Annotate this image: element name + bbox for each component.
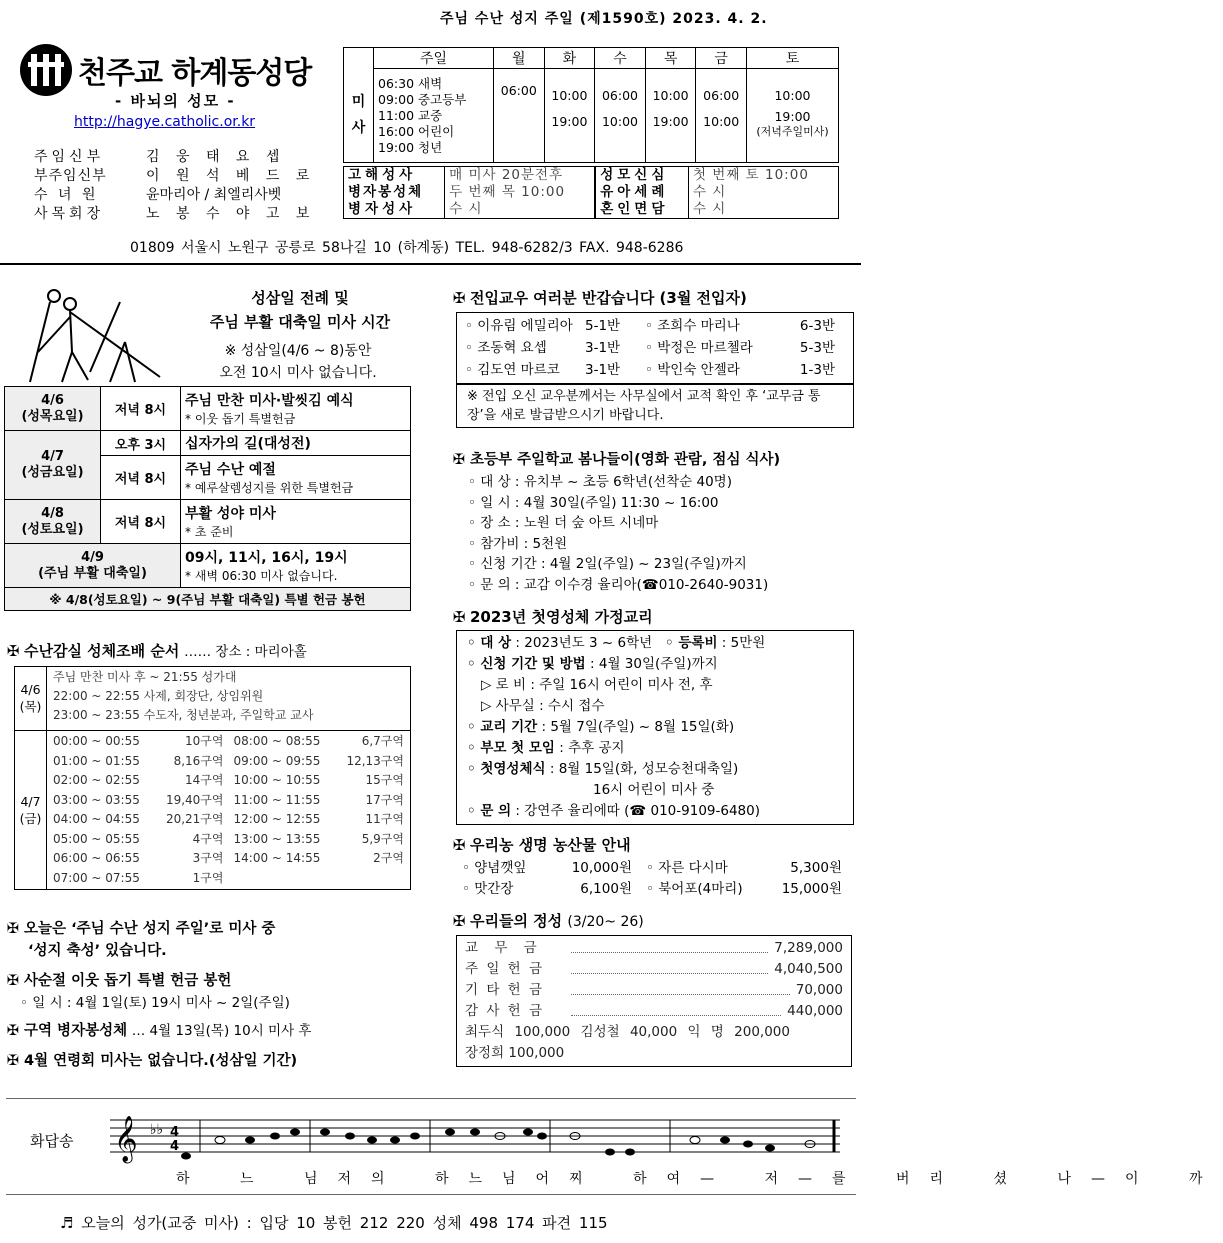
teachers-note: ※ 전입 오신 교우분께서는 사무실에서 교적 확인 후 ‘교무금 통장’을 새로 발급받으시기 바랍니다. <box>456 384 854 428</box>
holyweek-table <box>4 386 411 611</box>
hw-time: 오후 3시 <box>101 431 181 456</box>
offering-title: ✠ 우리들의 정성 (3/20~ 26) <box>452 912 644 930</box>
cross-mark-icon: ✠ <box>452 452 466 468</box>
adoration-lines: 주님 만찬 미사 후 ~ 21:55 성가대 22:00 ~ 22:55 사제, 회장단, 상임위원 23:00 ~ 23:55 수도자, 청년분과, 주일학교 교사 <box>53 670 314 722</box>
hw-day: 4/6 (성목요일) <box>5 387 101 431</box>
notice-item: ✠ 사순절 이웃 돕기 특별 헌금 봉헌 <box>6 970 411 992</box>
hw-content: 부활 성야 미사 * 초 준비 <box>181 500 411 544</box>
hw-footnote: ※ 4/8(성토요일) ~ 9(주님 부활 대축일) 특별 헌금 봉헌 <box>5 588 411 611</box>
cross-mark-icon: ✠ <box>6 642 20 660</box>
mass-schedule-table <box>343 47 839 163</box>
hw-content: 주님 만찬 미사·발씻김 예식 * 이웃 돕기 특별헌금 <box>181 387 411 431</box>
hw-content: 십자가의 길(대성전) <box>181 431 411 456</box>
hw-content: 주님 수난 예절 * 예루살렘성지를 위한 특별헌금 <box>181 456 411 500</box>
staff-role: 사목회장 <box>34 206 105 222</box>
adoration-day: 4/6 (목) <box>15 667 47 730</box>
tuesday-times: 10:00 19:00 <box>544 69 595 163</box>
day-wednesday: 수 <box>595 48 646 69</box>
cross-mark-icon: ✠ <box>6 1053 20 1069</box>
offering-row: 주 일 헌 금 4,040,500 <box>465 961 843 977</box>
offering-row: 기 타 헌 금 70,000 <box>465 982 843 998</box>
cross-bearing-illustration-icon <box>10 282 180 386</box>
svg-text:4: 4 <box>170 1139 180 1154</box>
sacrament-key: 성모신심 <box>595 167 688 185</box>
picnic-details: ◦ 대 상 : 유치부 ~ 초등 6학년(선착순 40명) ◦ 일 시 : 4월 30일(주일) 11:30 ~ 16:00 ◦ 장 소 : 노원 더 숲 아트 시네마 ◦ 참가비 : 5천원 ◦ 신청 기간 : 4월 2일(주일) ~ 23일(주일)까지 ◦ 문 의 : 교감 이수경 율리아(☎010-2640-9031) <box>468 474 769 593</box>
psalm-lyrics: 하 느 님저의 하느님어찌 하여— 저—를 버리 셨 나—이 까 <box>176 1171 1223 1187</box>
offering-row: 감 사 헌 금 440,000 <box>465 1003 843 1019</box>
offering-extra: 장정희 100,000 <box>465 1045 565 1061</box>
cross-mark-icon: ✠ <box>452 289 466 307</box>
day-monday: 월 <box>494 48 545 69</box>
day-friday: 금 <box>696 48 747 69</box>
teachers-grid: ◦ 이유림 에밀리아 5-1반 ◦ 조희수 마리나 6-3반 ◦ 조동혁 요셉 3-1반 ◦ 박정은 마르첼라 5-3반 ◦ 김도연 마르코 3-1반 ◦ 박인숙 안젤라 1-3반 <box>465 318 835 378</box>
parish-address: 01809 서울시 노원구 공릉로 58나길 10 (하계동) TEL. 948-6282/3 FAX. 948-6286 <box>130 240 684 256</box>
cross-logo-icon <box>20 44 72 96</box>
divider <box>0 263 861 265</box>
divider <box>6 1098 856 1099</box>
sacrament-value: 수 시 <box>445 201 596 219</box>
communion-box: ◦ 대 상 : 2023년도 3 ~ 6학년 ◦ 등록비 : 5만원 ◦ 신청 기간 및 방법 : 4월 30일(주일)까지 ▷ 로 비 : 주일 16시 어린이 미사 전, 후 ▷ 사무실 : 수시 접수 ◦ 교리 기간 : 5월 7일(주일) ~ 8월 15일(화) ◦ 부모 첫 모임 : 추후 공지 ◦ 첫영성체식 : 8월 15일(화, 성모승천대축일) 16시 어린이 미사 중 ◦ 문 의 : 강연주 율리에따 (☎ 010-9109-6480) <box>456 630 854 825</box>
staff-role: 부주임신부 <box>34 168 107 184</box>
hw-time: 저녁 8시 <box>101 456 181 500</box>
mass-label: 미 사 <box>344 69 374 163</box>
cross-mark-icon: ✠ <box>452 608 466 626</box>
sacrament-value: 매 미사 20분전후 <box>445 167 596 185</box>
bulletin-date: 주님 수난 성지 주일 (제1590호) 2023. 4. 2. <box>440 11 768 27</box>
communion-title: ✠ 2023년 첫영성체 가정교리 <box>452 608 653 626</box>
offering-extra: 최두식 100,000 김성철 40,000 익 명 200,000 <box>465 1024 790 1040</box>
picnic-title: ✠ 초등부 주일학교 봄나들이(영화 관람, 점심 식사) <box>452 452 781 468</box>
hw-time: 저녁 8시 <box>101 500 181 544</box>
staff-role: 수 녀 원 <box>34 187 99 203</box>
cross-mark-icon: ✠ <box>6 921 20 937</box>
sacrament-key: 병자성사 <box>348 201 417 217</box>
sacrament-key: 병자봉성체 <box>348 184 424 200</box>
adoration-day: 4/7 (금) <box>15 731 47 889</box>
farm-title: ✠ 우리농 생명 농산물 안내 <box>452 836 631 854</box>
svg-text:4: 4 <box>170 1125 180 1140</box>
monday-times: 06:00 <box>494 69 545 163</box>
offering-row: 교 무 금 7,289,000 <box>465 940 843 956</box>
notice-item: ✠ 4월 연령회 미사는 없습니다.(성삼일 기간) <box>6 1050 411 1072</box>
holyweek-note: ※ 성삼일(4/6 ~ 8)동안 오전 10시 미사 없습니다. <box>219 343 377 381</box>
svg-text:𝄞: 𝄞 <box>114 1116 138 1162</box>
staff-name: 윤마리아 / 최엘리사벳 <box>146 187 282 203</box>
hw-day: 4/9 (주님 부활 대축일) <box>5 544 181 588</box>
svg-text:♭♭: ♭♭ <box>150 1122 164 1138</box>
thursday-times: 10:00 19:00 <box>645 69 696 163</box>
sacrament-key: 유아세례 <box>595 184 688 201</box>
notice-line: ◦ 일 시 : 4월 1일(토) 19시 미사 ~ 2일(주일) <box>20 995 290 1011</box>
psalm-label: 화답송 <box>30 1132 74 1150</box>
sacrament-value: 수 시 <box>688 201 838 219</box>
staff-name: 이 원 석 베 드 로 <box>146 168 316 184</box>
parish-url-link[interactable]: http://hagye.catholic.or.kr <box>74 114 256 130</box>
day-tuesday: 화 <box>544 48 595 69</box>
adoration-title: ✠ 수난감실 성체조배 순서 …… 장소 : 마리아홀 <box>6 642 307 660</box>
friday-times: 06:00 10:00 <box>696 69 747 163</box>
cross-mark-icon: ✠ <box>6 973 20 989</box>
psalm-music-staff <box>110 1112 840 1164</box>
notice-line: ‘성지 축성’ 있습니다. <box>28 943 167 959</box>
parish-motto: - 바뇌의 성모 - <box>115 92 236 110</box>
hymn-numbers: ♬ 오늘의 성가(교중 미사) : 입당 10 봉헌 212 220 성체 498 174 파견 115 <box>60 1214 608 1232</box>
offering-box <box>456 935 852 1067</box>
cross-mark-icon: ✠ <box>452 912 466 930</box>
cross-mark-icon: ✠ <box>6 1023 20 1039</box>
teachers-box <box>456 312 854 384</box>
saturday-times: 10:00 19:00 (저녁주일미사) <box>747 69 839 163</box>
day-sunday: 주일 <box>374 48 494 69</box>
hw-day: 4/7 (성금요일) <box>5 431 101 500</box>
teachers-title: ✠ 전입교우 여러분 반갑습니다 (3월 전입자) <box>452 289 747 307</box>
notice-item: ✠ 오늘은 ‘주님 수난 성지 주일’로 미사 중 <box>6 918 411 940</box>
sacraments-table <box>343 166 839 219</box>
farm-items: ◦ 양념깻잎 10,000원 ◦ 자른 다시마 5,300원 ◦ 맛간장 6,100원 ◦ 북어포(4마리) 15,000원 <box>462 860 842 897</box>
adoration-grid: 00:00 ~ 00:55 10구역 08:00 ~ 08:55 6,7구역 01:00 ~ 01:55 8,16구역 09:00 ~ 09:55 12,13구역 02:00 ~ 02:55 14구역 10:00 ~ 10:55 15구역 03:00 ~ 03:55 19,40구역 11:00 ~ 11:55 17구역 04:00 ~ 04:55 20,21구역 12:00 ~ 12:55 11구역 05:00 ~ 05:55 4구역 13:00 ~ 13:55 5,9구역 06:00 ~ 06:55 3구역 14:00 ~ 14:55 2구역 07:00 ~ 07:55 1구역 <box>53 734 404 885</box>
sacrament-key: 고해성사 <box>348 167 417 183</box>
wednesday-times: 06:00 10:00 <box>595 69 646 163</box>
notice-item: ✠ 구역 병자봉성체 … 4월 13일(목) 10시 미사 후 <box>6 1020 411 1042</box>
cross-mark-icon: ✠ <box>452 836 466 854</box>
sunday-times: 06:30 새벽 09:00 중고등부 11:00 교중 16:00 어린이 19:00 청년 <box>374 69 494 163</box>
notices <box>6 918 411 1072</box>
hw-content: 09시, 11시, 16시, 19시 * 새벽 06:30 미사 없습니다. <box>181 544 411 588</box>
staff-role: 주임신부 <box>34 149 105 165</box>
sacrament-value: 첫 번째 토 10:00 <box>688 167 838 185</box>
staff-name: 노 봉 수 야 고 보 <box>146 206 316 222</box>
hw-time: 저녁 8시 <box>101 387 181 431</box>
staff-name: 김 웅 태 요 셉 <box>146 149 286 165</box>
day-thursday: 목 <box>645 48 696 69</box>
sacrament-key: 혼인면담 <box>595 201 688 219</box>
sacrament-value: 두 번째 목 10:00 <box>445 184 596 201</box>
staff-list <box>34 148 315 224</box>
parish-name: 천주교 하계동성당 <box>78 56 312 91</box>
divider <box>6 1194 856 1195</box>
holyweek-title: 성삼일 전례 및 주님 부활 대축일 미사 시간 <box>209 289 391 331</box>
day-saturday: 토 <box>747 48 839 69</box>
adoration-schedule <box>14 666 411 890</box>
hw-day: 4/8 (성토요일) <box>5 500 101 544</box>
sacrament-value: 수 시 <box>688 184 838 201</box>
